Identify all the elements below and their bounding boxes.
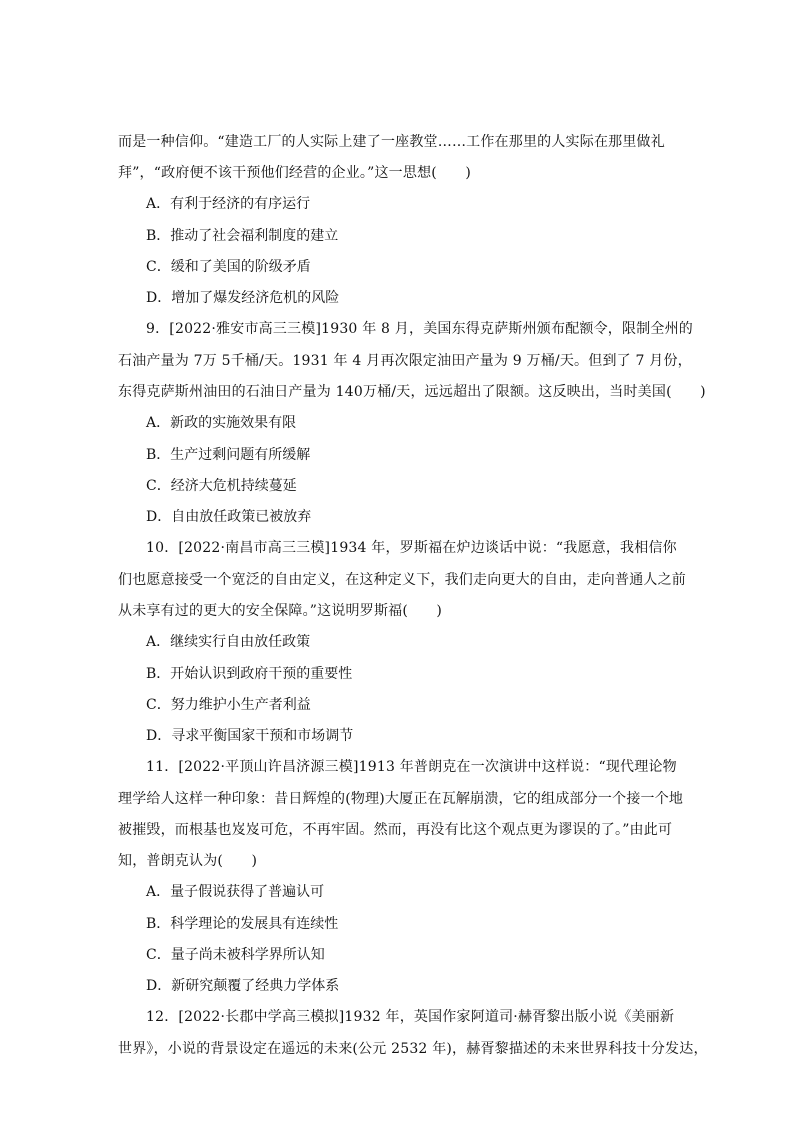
q11-option-c: C．量子尚未被科学界所认知 [146, 947, 325, 963]
q9-text-line-3: 东得克萨斯州油田的石油日产量为 140万桶/天，远远超出了限额。这反映出，当时美国( ) [118, 384, 706, 400]
q10-option-c: C．努力维护小生产者利益 [146, 697, 311, 713]
q10-option-a: A．继续实行自由放任政策 [146, 634, 311, 650]
q9-text-line-2: 石油产量为 7万 5千桶/天。1931 年 4 月再次限定油田产量为 9 万桶/天。但到了 7 月份， [118, 353, 692, 369]
q10-option-b: B．开始认识到政府干预的重要性 [146, 666, 353, 682]
q8-option-b: B．推动了社会福利制度的建立 [146, 228, 339, 244]
q11-text-line-1: 11．[2022·平顶山许昌济源三模]1913 年普朗克在一次演讲中这样说：“现代理论物 [146, 759, 677, 775]
q11-option-d: D．新研究颠覆了经典力学体系 [146, 978, 340, 994]
q11-option-b: B．科学理论的发展具有连续性 [146, 916, 339, 932]
q9-option-c: C．经济大危机持续蔓延 [146, 478, 297, 494]
q8-text-line-2: 拜”，“政府便不该干预他们经营的企业。”这一思想( ) [118, 165, 471, 181]
q12-text-line-1: 12．[2022·长郡中学高三模拟]1932 年，英国作家阿道司·赫胥黎出版小说《美丽新 [146, 1009, 675, 1025]
q10-option-d: D．寻求平衡国家干预和市场调节 [146, 728, 354, 744]
q10-text-line-1: 10．[2022·南昌市高三三模]1934 年，罗斯福在炉边谈话中说：“我愿意，我相信你 [146, 540, 677, 556]
q11-text-line-3: 被摧毁，而根基也岌岌可危，不再牢固。然而，再没有比这个观点更为谬误的了。”由此可 [118, 822, 673, 838]
q9-option-d: D．自由放任政策已被放弃 [146, 509, 312, 525]
q12-text-line-2: 世界》，小说的背景设定在遥远的未来(公元 2532 年)，赫胥黎描述的未来世界科技十分发达， [118, 1041, 708, 1057]
q11-text-line-2: 理学给人这样一种印象：昔日辉煌的(物理)大厦正在瓦解崩溃，它的组成部分一个接一个地 [118, 791, 684, 807]
q9-text-line-1: 9．[2022·雅安市高三三模]1930 年 8 月，美国东得克萨斯州颁布配额令，限制全州的 [146, 321, 693, 337]
q9-option-a: A．新政的实施效果有限 [146, 415, 297, 431]
q8-option-c: C．缓和了美国的阶级矛盾 [146, 259, 311, 275]
q8-option-a: A．有利于经济的有序运行 [146, 196, 311, 212]
q11-text-line-4: 知，普朗克认为( ) [118, 853, 258, 869]
q8-text-line-1: 而是一种信仰。“建造工厂的人实际上建了一座教堂……工作在那里的人实际在那里做礼 [118, 134, 665, 150]
q10-text-line-3: 从未享有过的更大的安全保障。”这说明罗斯福( ) [118, 603, 443, 619]
q8-option-d: D．增加了爆发经济危机的风险 [146, 290, 340, 306]
q10-text-line-2: 们也愿意接受一个宽泛的自由定义，在这种定义下，我们走向更大的自由，走向普通人之前 [118, 572, 686, 588]
q11-option-a: A．量子假说获得了普遍认可 [146, 884, 325, 900]
q9-option-b: B．生产过剩问题有所缓解 [146, 447, 311, 463]
